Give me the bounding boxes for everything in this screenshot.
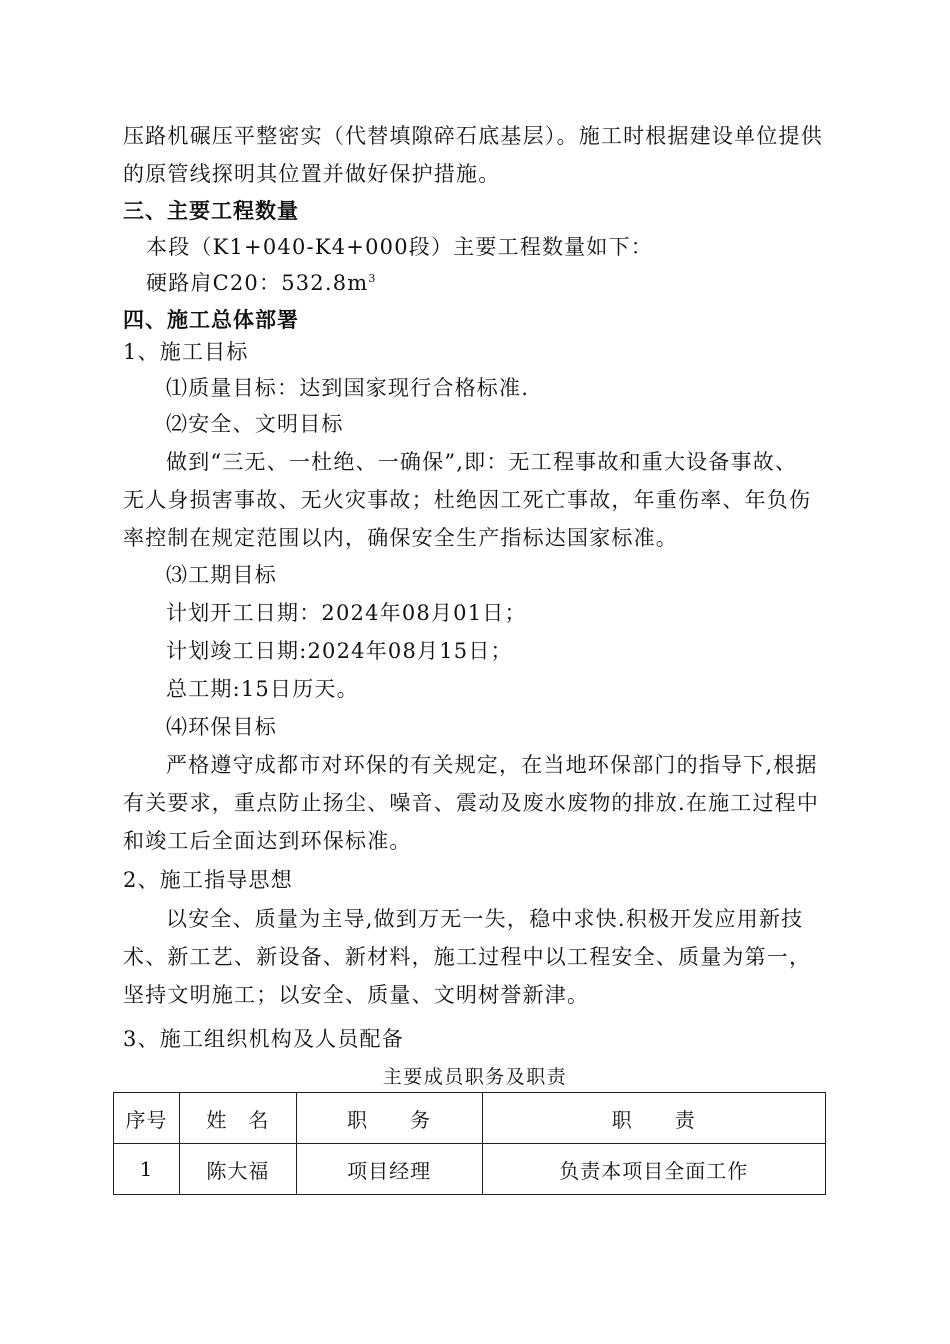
body-text-line: ⑷环保目标: [166, 715, 277, 739]
section-heading: 四、施工总体部署: [123, 308, 299, 332]
header-cell-duty: 职 责: [482, 1093, 826, 1144]
body-text-line: 术、新工艺、新设备、新材料，施工过程中以工程安全、质量为第一，: [123, 945, 812, 969]
body-text-line: 率控制在规定范围以内，确保安全生产指标达国家标准。: [123, 526, 678, 550]
section-heading: 三、主要工程数量: [123, 199, 299, 223]
body-text-line: ⑶工期目标: [166, 563, 277, 587]
subsection-title: 2、施工指导思想: [123, 868, 293, 892]
body-text-line: 有关要求，重点防止扬尘、噪音、震动及废水废物的排放.在施工过程中: [123, 791, 820, 815]
cell-duty: 负责本项目全面工作: [482, 1144, 826, 1195]
body-text-line: ⑵安全、文明目标: [166, 412, 344, 436]
start-date-line: 计划开工日期：2024年08月01日；: [166, 601, 527, 625]
body-text-line: 和竣工后全面达到环保标准。: [123, 829, 412, 853]
cell-name: 陈大福: [179, 1144, 296, 1195]
body-text-line: 做到“三无、一杜绝、一确保”,即：无工程事故和重大设备事故、: [166, 450, 798, 474]
subsection-title: 1、施工目标: [123, 340, 249, 364]
header-cell-position: 职 务: [296, 1093, 482, 1144]
end-date-line: 计划竣工日期:2024年08月15日；: [166, 639, 513, 663]
quantity-line: [146, 269, 377, 297]
body-text-line: 的原管线探明其位置并做好保护措施。: [123, 162, 501, 186]
table-header-row: [114, 1093, 826, 1144]
quantity-text: 硬路肩C20：532.8m: [146, 271, 369, 295]
body-text-line: 无人身损害事故、无火灾事故；杜绝因工死亡事故，年重伤率、年负伤: [123, 488, 812, 512]
body-text-line: 坚持文明施工；以安全、质量、文明树誉新津。: [123, 983, 590, 1007]
header-cell-name: 姓 名: [179, 1093, 296, 1144]
body-text-line: 本段（K1+040-K4+000段）主要工程数量如下：: [146, 235, 653, 259]
table-row: [114, 1144, 826, 1195]
body-text-line: ⑴质量目标：达到国家现行合格标准.: [166, 376, 530, 400]
body-text-line: 以安全、质量为主导,做到万无一失，稳中求快.积极开发应用新技: [166, 907, 804, 931]
body-text-line: 压路机碾压平整密实（代替填隙碎石底基层）。施工时根据建设单位提供: [123, 124, 823, 148]
unit-superscript: 3: [368, 272, 377, 285]
subsection-title: 3、施工组织机构及人员配备: [123, 1027, 404, 1051]
cell-position: 项目经理: [296, 1144, 482, 1195]
header-cell-index: 序号: [114, 1093, 180, 1144]
total-duration-line: 总工期:15日历天。: [166, 677, 359, 701]
table-caption: 主要成员职务及职责: [382, 1066, 568, 1088]
staff-table: [113, 1092, 826, 1195]
body-text-line: 严格遵守成都市对环保的有关规定，在当地环保部门的指导下,根据: [166, 753, 818, 777]
cell-index: 1: [114, 1144, 180, 1195]
